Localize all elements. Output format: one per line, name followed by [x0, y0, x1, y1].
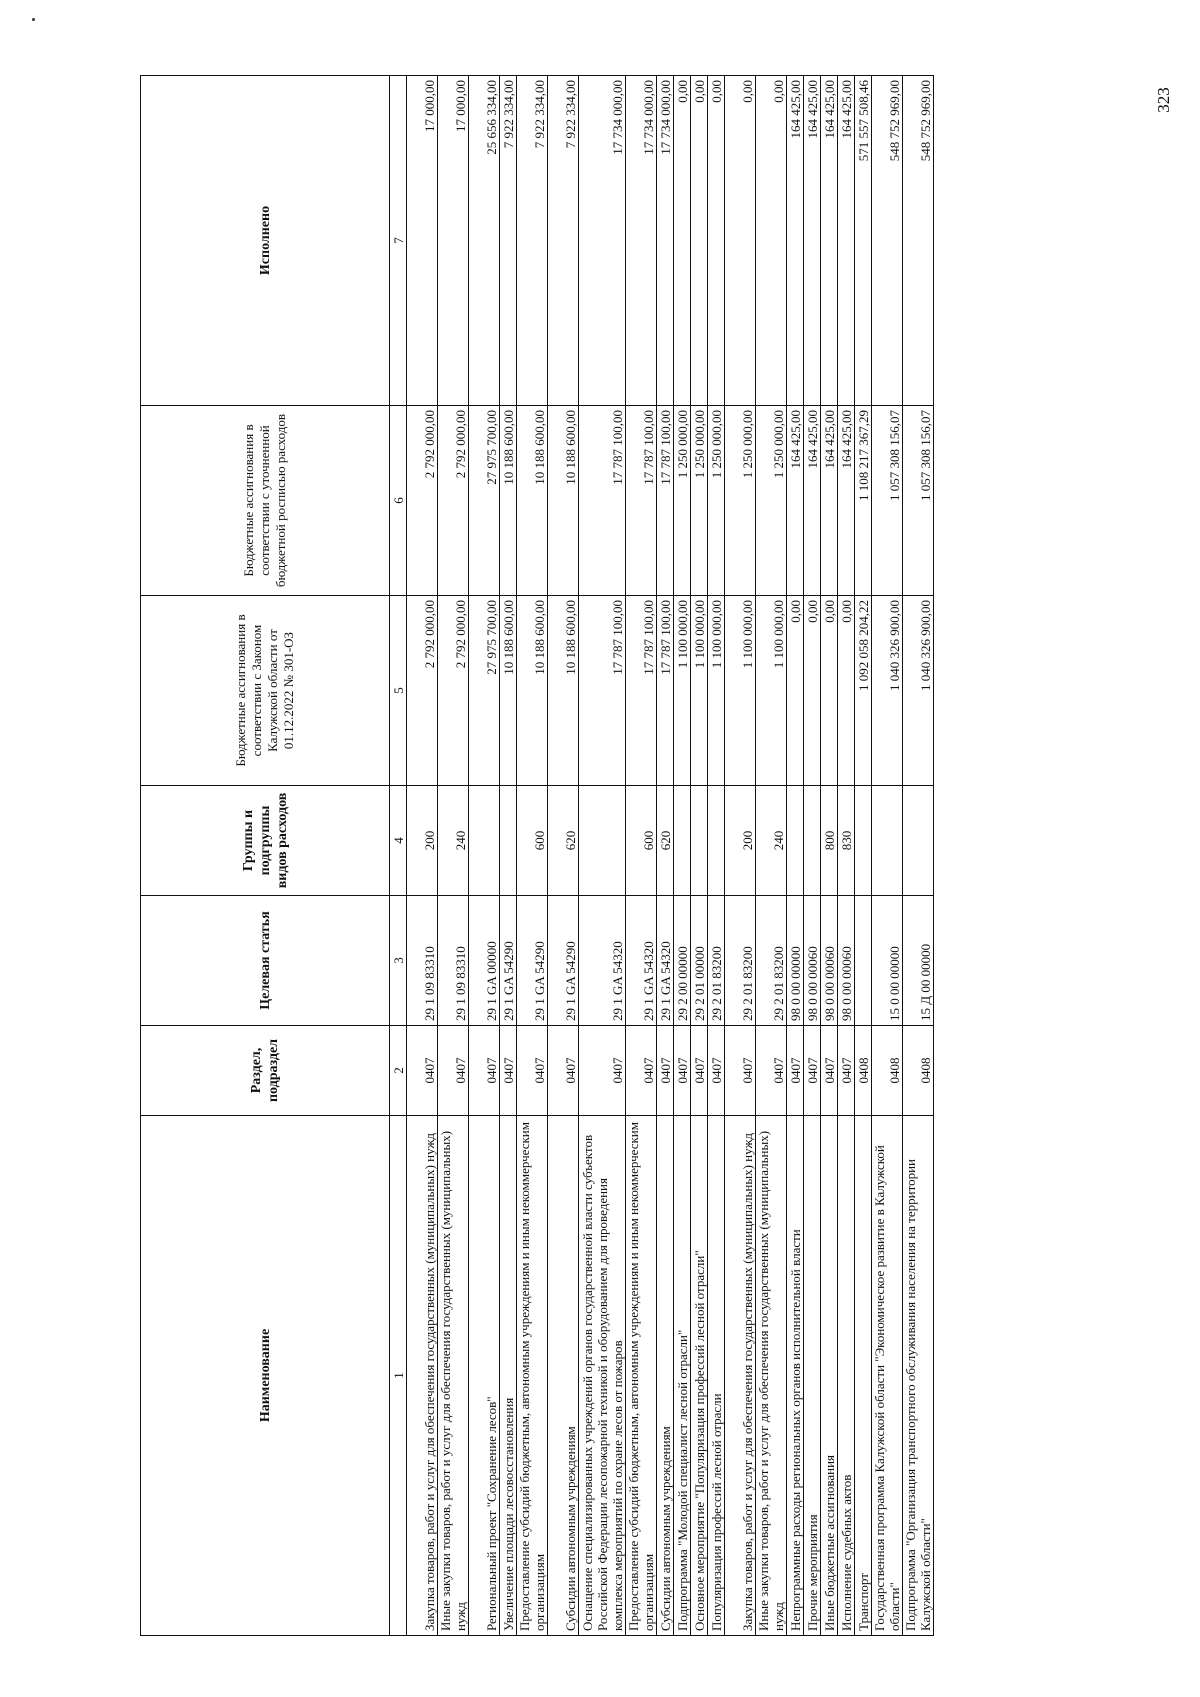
cell-article: 98 0 00 00060 — [804, 896, 821, 1026]
cell-budget: 164 425,00 — [804, 406, 821, 596]
cell-budget: 27 975 700,00 — [469, 406, 500, 596]
cell-done: 7 922 334,00 — [517, 76, 548, 406]
col-number: 1 — [390, 1116, 407, 1636]
table-row — [674, 76, 691, 1636]
cell-name: Иные бюджетные ассигнования — [821, 1116, 838, 1636]
cell-law: 1 100 000,00 — [725, 596, 756, 786]
cell-section: 0408 — [855, 1026, 872, 1116]
cell-section: 0408 — [903, 1026, 934, 1116]
cell-group: 830 — [838, 786, 855, 896]
cell-name: Популяризация профессий лесной отрасли — [708, 1116, 725, 1636]
cell-group: 200 — [725, 786, 756, 896]
cell-group — [903, 786, 934, 896]
cell-group — [579, 786, 626, 896]
cell-group — [855, 786, 872, 896]
cell-done: 17 734 000,00 — [657, 76, 674, 406]
cell-group: 240 — [756, 786, 787, 896]
cell-done: 0,00 — [708, 76, 725, 406]
header-budget: Бюджетные ассигнования в соответствии с уточненной бюджетной росписью расходов — [141, 406, 390, 596]
cell-budget: 1 250 000,00 — [674, 406, 691, 596]
cell-budget: 2 792 000,00 — [438, 406, 469, 596]
cell-law: 0,00 — [787, 596, 804, 786]
cell-article: 29 1 GA 54320 — [657, 896, 674, 1026]
cell-name: Подпрограмма "Молодой специалист лесной отрасли" — [674, 1116, 691, 1636]
cell-article: 15 0 00 00000 — [872, 896, 903, 1026]
cell-article: 29 1 GA 54290 — [548, 896, 579, 1026]
cell-name: Государственная программа Калужской области "Экономическое развитие в Калужской области" — [872, 1116, 903, 1636]
cell-law: 0,00 — [838, 596, 855, 786]
header-section: Раздел, подраздел — [141, 1026, 390, 1116]
cell-budget: 164 425,00 — [838, 406, 855, 596]
cell-done: 571 557 508,46 — [855, 76, 872, 406]
cell-name: Закупка товаров, работ и услуг для обеспечения государственных (муниципальных) нужд — [407, 1116, 438, 1636]
cell-article: 29 2 01 83200 — [708, 896, 725, 1026]
col-number: 5 — [390, 596, 407, 786]
cell-name: Исполнение судебных актов — [838, 1116, 855, 1636]
table-row — [500, 76, 517, 1636]
cell-law: 27 975 700,00 — [469, 596, 500, 786]
table-row — [787, 76, 804, 1636]
cell-article: 29 2 01 83200 — [756, 896, 787, 1026]
cell-done: 7 922 334,00 — [500, 76, 517, 406]
rotated-table-container — [140, 76, 1140, 1636]
cell-budget: 164 425,00 — [821, 406, 838, 596]
cell-name: Прочие мероприятия — [804, 1116, 821, 1636]
cell-done: 548 752 969,00 — [903, 76, 934, 406]
col-number: 6 — [390, 406, 407, 596]
cell-done: 17 734 000,00 — [626, 76, 657, 406]
cell-section: 0407 — [500, 1026, 517, 1116]
table-row — [579, 76, 626, 1636]
cell-section: 0407 — [438, 1026, 469, 1116]
header-done: Исполнено — [141, 76, 390, 406]
cell-group: 620 — [657, 786, 674, 896]
cell-done: 17 000,00 — [438, 76, 469, 406]
cell-group — [674, 786, 691, 896]
cell-group — [708, 786, 725, 896]
cell-section: 0407 — [657, 1026, 674, 1116]
cell-group — [804, 786, 821, 896]
col-number: 4 — [390, 786, 407, 896]
cell-group — [500, 786, 517, 896]
cell-done: 25 656 334,00 — [469, 76, 500, 406]
cell-law: 17 787 100,00 — [579, 596, 626, 786]
table-row — [903, 76, 934, 1636]
cell-budget: 1 250 000,00 — [708, 406, 725, 596]
cell-done: 164 425,00 — [787, 76, 804, 406]
cell-budget: 10 188 600,00 — [500, 406, 517, 596]
cell-article: 29 2 00 00000 — [674, 896, 691, 1026]
table-row — [657, 76, 674, 1636]
cell-article — [855, 896, 872, 1026]
cell-law: 1 040 326 900,00 — [872, 596, 903, 786]
cell-article: 29 1 GA 54290 — [517, 896, 548, 1026]
cell-law: 17 787 100,00 — [657, 596, 674, 786]
cell-name: Региональный проект "Сохранение лесов" — [469, 1116, 500, 1636]
cell-article: 29 1 GA 54320 — [579, 896, 626, 1026]
cell-group — [691, 786, 708, 896]
cell-article: 98 0 00 00060 — [821, 896, 838, 1026]
cell-law: 1 100 000,00 — [756, 596, 787, 786]
cell-law: 10 188 600,00 — [500, 596, 517, 786]
cell-done: 0,00 — [691, 76, 708, 406]
cell-name: Подпрограмма "Организация транспортного обслуживания населения на территории Калужской области" — [903, 1116, 934, 1636]
cell-name: Основное мероприятие "Популяризация профессий лесной отрасли" — [691, 1116, 708, 1636]
cell-section: 0407 — [407, 1026, 438, 1116]
cell-budget: 10 188 600,00 — [548, 406, 579, 596]
cell-budget: 1 250 000,00 — [756, 406, 787, 596]
table-row — [708, 76, 725, 1636]
cell-done: 0,00 — [674, 76, 691, 406]
cell-section: 0407 — [756, 1026, 787, 1116]
header-law: Бюджетные ассигнования в соответствии с Законом Калужской области от 01.12.2022 № 301-ОЗ — [141, 596, 390, 786]
cell-law: 10 188 600,00 — [517, 596, 548, 786]
table-row — [804, 76, 821, 1636]
cell-name: Закупка товаров, работ и услуг для обеспечения государственных (муниципальных) нужд — [725, 1116, 756, 1636]
table-row — [872, 76, 903, 1636]
cell-name: Иные закупки товаров, работ и услуг для обеспечения государственных (муниципальных) нужд — [756, 1116, 787, 1636]
cell-name: Увеличение площади лесовосстановления — [500, 1116, 517, 1636]
cell-group: 200 — [407, 786, 438, 896]
cell-name: Иные закупки товаров, работ и услуг для обеспечения государственных (муниципальных) нужд — [438, 1116, 469, 1636]
cell-section: 0407 — [579, 1026, 626, 1116]
cell-budget: 2 792 000,00 — [407, 406, 438, 596]
column-number-row — [390, 76, 407, 1636]
cell-group — [469, 786, 500, 896]
table-header-row — [141, 76, 390, 1636]
cell-law: 2 792 000,00 — [438, 596, 469, 786]
table-row — [548, 76, 579, 1636]
cell-law: 10 188 600,00 — [548, 596, 579, 786]
cell-section: 0407 — [821, 1026, 838, 1116]
cell-name: Предоставление субсидий бюджетным, автономным учреждениям и иным некоммерческим организациям — [517, 1116, 548, 1636]
cell-done: 7 922 334,00 — [548, 76, 579, 406]
cell-name: Субсидии автономным учреждениям — [657, 1116, 674, 1636]
cell-budget: 10 188 600,00 — [517, 406, 548, 596]
cell-done: 0,00 — [725, 76, 756, 406]
cell-done: 164 425,00 — [838, 76, 855, 406]
cell-budget: 1 108 217 367,29 — [855, 406, 872, 596]
cell-section: 0407 — [469, 1026, 500, 1116]
col-number: 3 — [390, 896, 407, 1026]
table-row — [821, 76, 838, 1636]
table-row — [517, 76, 548, 1636]
cell-budget: 164 425,00 — [787, 406, 804, 596]
cell-article: 15 Д 00 00000 — [903, 896, 934, 1026]
cell-section: 0407 — [674, 1026, 691, 1116]
cell-name: Оснащение специализированных учреждений органов государственной власти субъектов Российской Федерации лесопожарной техникой и оборудованием для проведения комплекса мероприятий по охране лесов от пожаров — [579, 1116, 626, 1636]
header-group: Группы и подгруппы видов расходов — [141, 786, 390, 896]
cell-article: 29 2 01 00000 — [691, 896, 708, 1026]
page-number: 323 — [1154, 87, 1173, 113]
header-article: Целевая статья — [141, 896, 390, 1026]
cell-done: 164 425,00 — [804, 76, 821, 406]
table-row — [469, 76, 500, 1636]
table-row — [725, 76, 756, 1636]
cell-group — [872, 786, 903, 896]
cell-law: 2 792 000,00 — [407, 596, 438, 786]
cell-budget: 1 057 308 156,07 — [903, 406, 934, 596]
cell-budget: 17 787 100,00 — [657, 406, 674, 596]
cell-law: 1 100 000,00 — [691, 596, 708, 786]
cell-name: Субсидии автономным учреждениям — [548, 1116, 579, 1636]
col-number: 2 — [390, 1026, 407, 1116]
cell-section: 0407 — [691, 1026, 708, 1116]
cell-law: 0,00 — [804, 596, 821, 786]
cell-law: 1 100 000,00 — [674, 596, 691, 786]
cell-article: 98 0 00 00060 — [838, 896, 855, 1026]
cell-section: 0407 — [804, 1026, 821, 1116]
cell-section: 0407 — [838, 1026, 855, 1116]
cell-article: 29 1 GA 00000 — [469, 896, 500, 1026]
cell-done: 17 734 000,00 — [579, 76, 626, 406]
cell-budget: 1 057 308 156,07 — [872, 406, 903, 596]
cell-done: 548 752 969,00 — [872, 76, 903, 406]
cell-law: 17 787 100,00 — [626, 596, 657, 786]
cell-section: 0407 — [787, 1026, 804, 1116]
cell-section: 0407 — [517, 1026, 548, 1116]
budget-table — [140, 75, 934, 1636]
cell-group: 620 — [548, 786, 579, 896]
cell-name: Предоставление субсидий бюджетным, автономным учреждениям и иным некоммерческим организациям — [626, 1116, 657, 1636]
cell-article: 29 2 01 83200 — [725, 896, 756, 1026]
cell-budget: 17 787 100,00 — [579, 406, 626, 596]
table-row — [626, 76, 657, 1636]
cell-article: 29 1 GA 54290 — [500, 896, 517, 1026]
cell-name: Транспорт — [855, 1116, 872, 1636]
cell-done: 0,00 — [756, 76, 787, 406]
cell-section: 0408 — [872, 1026, 903, 1116]
cell-law: 1 092 058 204,22 — [855, 596, 872, 786]
cell-name: Непрограммные расходы региональных органов исполнительной власти — [787, 1116, 804, 1636]
cell-budget: 1 250 000,00 — [725, 406, 756, 596]
table-body — [407, 76, 934, 1636]
cell-group — [787, 786, 804, 896]
cell-article: 29 1 09 83310 — [438, 896, 469, 1026]
table-row — [838, 76, 855, 1636]
table-row — [855, 76, 872, 1636]
table-row — [407, 76, 438, 1636]
header-name: Наименование — [141, 1116, 390, 1636]
cell-budget: 17 787 100,00 — [626, 406, 657, 596]
table-row — [438, 76, 469, 1636]
cell-section: 0407 — [725, 1026, 756, 1116]
cell-section: 0407 — [708, 1026, 725, 1116]
cell-article: 29 1 GA 54320 — [626, 896, 657, 1026]
cell-law: 1 100 000,00 — [708, 596, 725, 786]
col-number: 7 — [390, 76, 407, 406]
cell-done: 17 000,00 — [407, 76, 438, 406]
cell-budget: 1 250 000,00 — [691, 406, 708, 596]
cell-group: 800 — [821, 786, 838, 896]
scan-speck — [32, 18, 35, 21]
cell-law: 1 040 326 900,00 — [903, 596, 934, 786]
cell-group: 240 — [438, 786, 469, 896]
cell-done: 164 425,00 — [821, 76, 838, 406]
cell-law: 0,00 — [821, 596, 838, 786]
table-row — [691, 76, 708, 1636]
cell-section: 0407 — [626, 1026, 657, 1116]
cell-section: 0407 — [548, 1026, 579, 1116]
table-row — [756, 76, 787, 1636]
cell-group: 600 — [626, 786, 657, 896]
cell-article: 29 1 09 83310 — [407, 896, 438, 1026]
cell-article: 98 0 00 00000 — [787, 896, 804, 1026]
cell-group: 600 — [517, 786, 548, 896]
